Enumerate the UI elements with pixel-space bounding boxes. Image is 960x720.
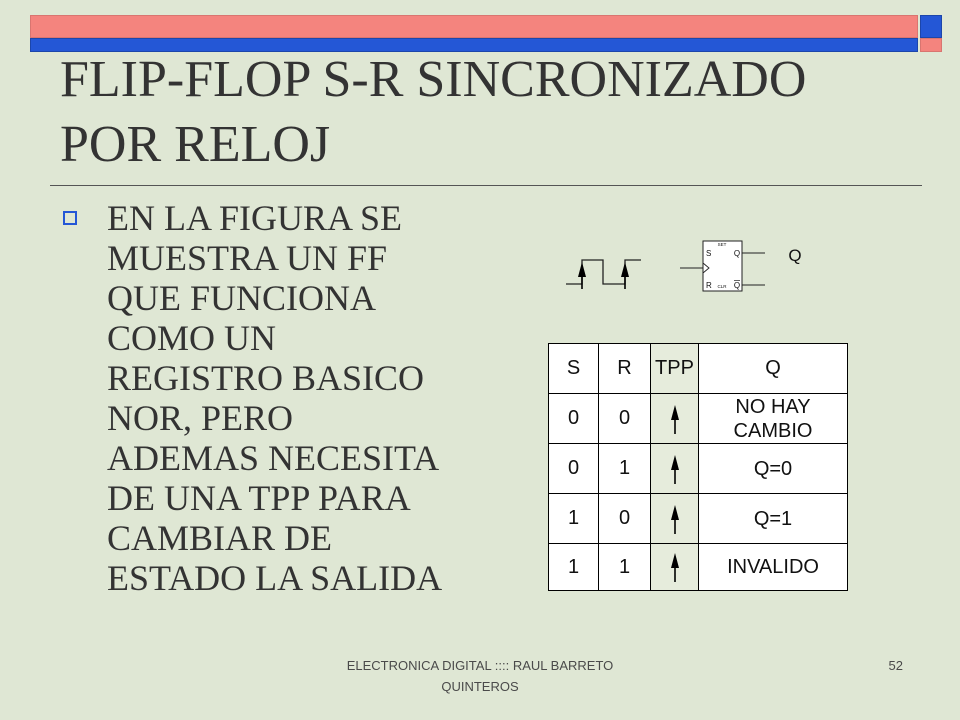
flipflop-r-label: R bbox=[706, 281, 712, 290]
salmon-header-bar bbox=[30, 15, 918, 38]
flipflop-q-label: Q bbox=[733, 249, 741, 258]
bullet-text-line: QUE FUNCIONA bbox=[107, 278, 376, 318]
table-row bbox=[549, 444, 848, 494]
flipflop-diagram bbox=[555, 232, 825, 297]
cell-s: 0 bbox=[549, 444, 599, 494]
table-header-tpp: TPP bbox=[651, 344, 699, 394]
blue-corner-square bbox=[920, 15, 942, 38]
bullet-text bbox=[107, 198, 442, 598]
flipflop-q-bar-label: Q bbox=[733, 281, 741, 290]
cell-q bbox=[699, 544, 848, 591]
cell-tpp bbox=[651, 494, 699, 544]
cell-q bbox=[699, 444, 848, 494]
cell-q-text: Q=0 bbox=[753, 457, 793, 480]
bullet-text-line: ESTADO LA SALIDA bbox=[107, 558, 443, 598]
bullet-text-line: MUESTRA UN FF bbox=[107, 238, 388, 278]
table-row bbox=[549, 394, 848, 444]
rising-edge-arrow-icon bbox=[578, 262, 586, 289]
flipflop-clr-label: CLR bbox=[717, 284, 727, 289]
output-q-label: Q bbox=[788, 246, 802, 265]
cell-q-text: INVALIDO bbox=[727, 556, 819, 578]
slide-footer: ELECTRONICA DIGITAL :::: RAUL BARRETO QUINTEROS bbox=[346, 658, 614, 694]
clock-pulse-waveform-icon bbox=[566, 260, 641, 284]
cell-r: 0 bbox=[599, 394, 651, 444]
cell-q-text: NO HAY CAMBIO bbox=[733, 395, 813, 442]
salmon-corner-square bbox=[920, 38, 942, 52]
table-header-s: S bbox=[549, 344, 599, 394]
table-header-row bbox=[549, 344, 848, 394]
slide-title-line: FLIP-FLOP S-R SINCRONIZADO bbox=[60, 51, 807, 108]
bullet-text-line: REGISTRO BASICO bbox=[107, 358, 425, 398]
bullet-text-line: DE UNA TPP PARA bbox=[107, 478, 411, 518]
cell-r: 1 bbox=[599, 544, 651, 591]
cell-r: 1 bbox=[599, 444, 651, 494]
flipflop-set-label: SET bbox=[717, 242, 727, 247]
hollow-square-bullet-icon bbox=[63, 211, 77, 225]
rising-edge-arrow-icon bbox=[669, 552, 681, 582]
cell-tpp bbox=[651, 394, 699, 444]
table-header-r: R bbox=[599, 344, 651, 394]
cell-tpp bbox=[651, 444, 699, 494]
cell-s: 0 bbox=[549, 394, 599, 444]
title-divider bbox=[50, 185, 922, 186]
table-header-q: Q bbox=[699, 344, 848, 394]
bullet-text-line: ADEMAS NECESITA bbox=[107, 438, 440, 478]
slide-title-line: POR RELOJ bbox=[60, 116, 331, 173]
cell-r: 0 bbox=[599, 494, 651, 544]
truth-table bbox=[548, 343, 848, 591]
rising-edge-arrow-icon bbox=[669, 404, 681, 434]
cell-q-text: Q=1 bbox=[753, 507, 793, 530]
rising-edge-arrow-icon bbox=[669, 504, 681, 534]
rising-edge-arrow-icon bbox=[669, 454, 681, 484]
cell-s: 1 bbox=[549, 494, 599, 544]
table-row bbox=[549, 544, 848, 591]
cell-q bbox=[699, 494, 848, 544]
cell-tpp bbox=[651, 544, 699, 591]
rising-edge-arrow-icon bbox=[621, 262, 629, 289]
bullet-text-line: CAMBIAR DE bbox=[107, 518, 333, 558]
cell-q bbox=[699, 394, 848, 444]
page-number: 52 bbox=[888, 658, 903, 673]
table-row bbox=[549, 494, 848, 544]
bullet-text-line: NOR, PERO bbox=[107, 398, 294, 438]
bullet-text-line: COMO UN bbox=[107, 318, 277, 358]
flipflop-s-label: S bbox=[706, 249, 712, 258]
bullet-text-line: EN LA FIGURA SE bbox=[107, 198, 403, 238]
slide-title bbox=[60, 47, 806, 177]
cell-s: 1 bbox=[549, 544, 599, 591]
